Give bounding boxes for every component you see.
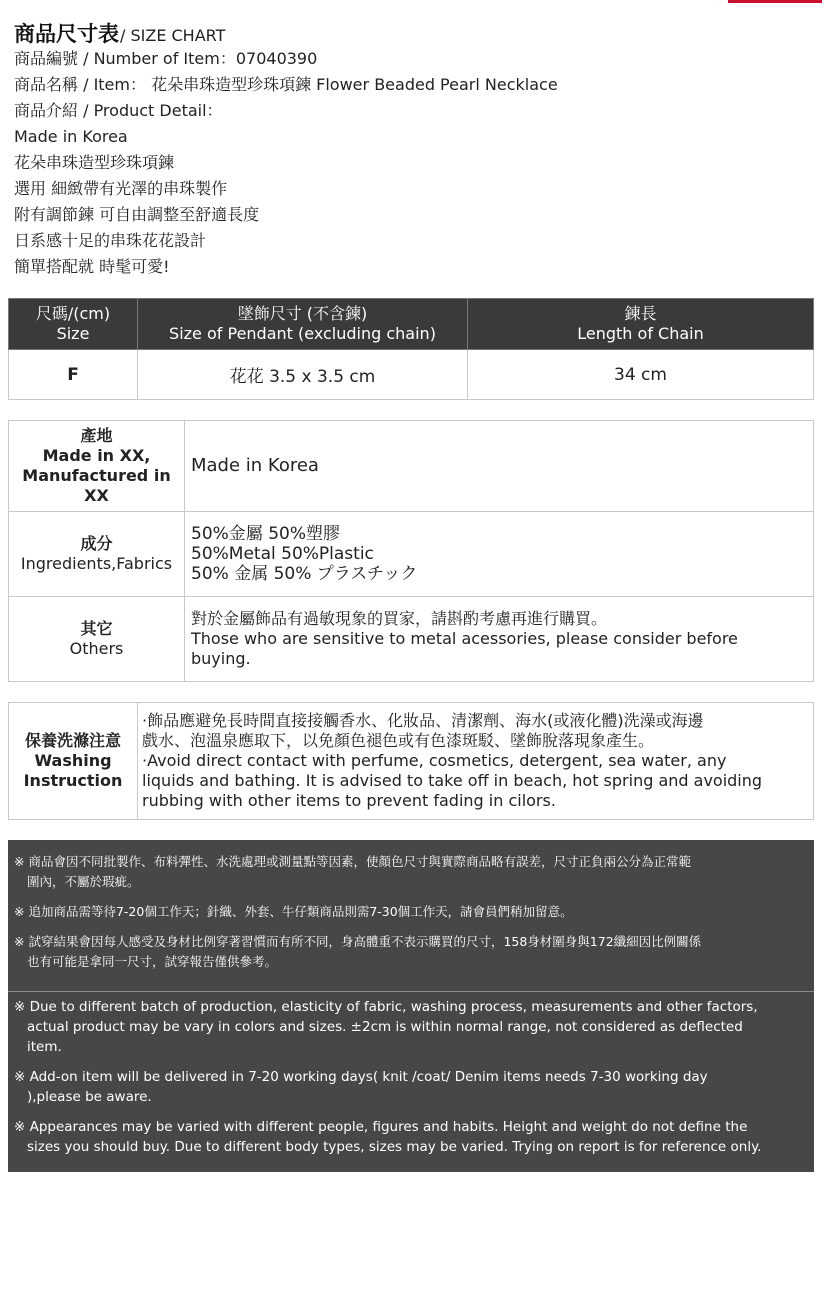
item-name: 商品名稱 / Item： 花朵串珠造型珍珠項鍊 Flower Beaded Pearl Necklace [14, 75, 558, 94]
detail-line: Made in Korea [14, 127, 128, 146]
header-chain: 鍊長 Length of Chain [468, 299, 814, 350]
detail-line: 選用 細緻帶有光澤的串珠製作 [14, 179, 228, 198]
ingredients-value: 50%金屬 50%塑膠 50%Metal 50%Plastic 50% 金属 50% プラスチック [185, 512, 814, 597]
origin-label: 產地 Made in XX, Manufactured in XX [9, 421, 185, 512]
header-size: 尺碼/(cm) Size [9, 299, 138, 350]
size-table-header [9, 299, 814, 350]
origin-row [9, 421, 814, 512]
title-main: 商品尺寸表 [14, 22, 119, 46]
others-row [9, 597, 814, 682]
size-cell: F [9, 350, 138, 400]
notice-panel [8, 840, 814, 1172]
detail-line: 簡單搭配就 時髦可愛! [14, 257, 170, 276]
notice-en: ※ Due to different batch of production, elasticity of fabric, washing process, measurements and other factors, actual product may be vary in colors and sizes. ±2cm is within normal range, not considered as deflected item. [14, 999, 758, 1055]
detail-line: 日系感十足的串珠花花設計 [14, 231, 207, 250]
notice-zh: ※ 商品會因不同批製作、布料彈性、水洗處理或測量點等因素，使顏色尺寸與實際商品略有誤差，尺寸正負兩公分為正常範 圍內，不屬於瑕疵。 [14, 854, 691, 889]
header-pendant: 墜飾尺寸 (不含鍊) Size of Pendant (excluding chain) [138, 299, 468, 350]
notice-zh: ※ 追加商品需等待7-20個工作天；針織、外套、牛仔類商品則需7-30個工作天，請會員們稍加留意。 [14, 904, 573, 919]
title-sub: / SIZE CHART [120, 26, 226, 45]
detail-label: 商品介紹 / Product Detail： [14, 101, 223, 120]
notice-divider [8, 991, 814, 992]
page-title [14, 18, 814, 46]
pendant-cell: 花花 3.5 x 3.5 cm [138, 350, 468, 400]
care-row [9, 703, 814, 820]
table-row [9, 350, 814, 400]
notice-en: ※ Appearances may be varied with different people, figures and habits. Height and weight do not define the sizes you should buy. Due to different body types, sizes may be varied. Trying on report is for reference only. [14, 1119, 762, 1155]
product-header [14, 18, 814, 280]
origin-value: Made in Korea [185, 421, 814, 512]
item-number: 商品編號 / Number of Item：07040390 [14, 49, 318, 68]
care-instruction-table [8, 702, 814, 820]
ingredients-label: 成分 Ingredients,Fabrics [9, 512, 185, 597]
detail-line: 花朵串珠造型珍珠項鍊 [14, 153, 175, 172]
others-label: 其它 Others [9, 597, 185, 682]
care-value: ·飾品應避免長時間直接接觸香水、化妝品、清潔劑、海水(或液化體)洗澡或海邊 戲水、泡溫泉應取下，以免顏色褪色或有色漆斑駁、墜飾脫落現象產生。 ·Avoid direct contact with perfume, cosmetics, detergent, sea water, any liquids and bathing. It is advised to take off in beach, hot spring and avoiding rubbing with other items to prevent fading in cilors. [138, 703, 814, 820]
detail-line: 附有調節鍊 可自由調整至舒適長度 [14, 205, 260, 224]
others-value: 對於金屬飾品有過敏現象的買家，請斟酌考慮再進行購買。 Those who are sensitive to metal acessories, please consider before buying. [185, 597, 814, 682]
product-info-table [8, 420, 814, 682]
notice-en: ※ Add-on item will be delivered in 7-20 working days( knit /coat/ Denim items needs 7-30 working day ),please be aware. [14, 1069, 708, 1105]
top-accent-bar [728, 0, 822, 3]
size-table [8, 298, 814, 400]
care-label: 保養洗滌注意 Washing Instruction [9, 703, 138, 820]
notice-zh: ※ 試穿結果會因每人感受及身材比例穿著習慣而有所不同，身高體重不表示購買的尺寸，158身材圍身與172纖細因比例關係 也有可能是拿同一尺寸，試穿報告僅供參考。 [14, 934, 702, 969]
chain-cell: 34 cm [468, 350, 814, 400]
ingredients-row [9, 512, 814, 597]
